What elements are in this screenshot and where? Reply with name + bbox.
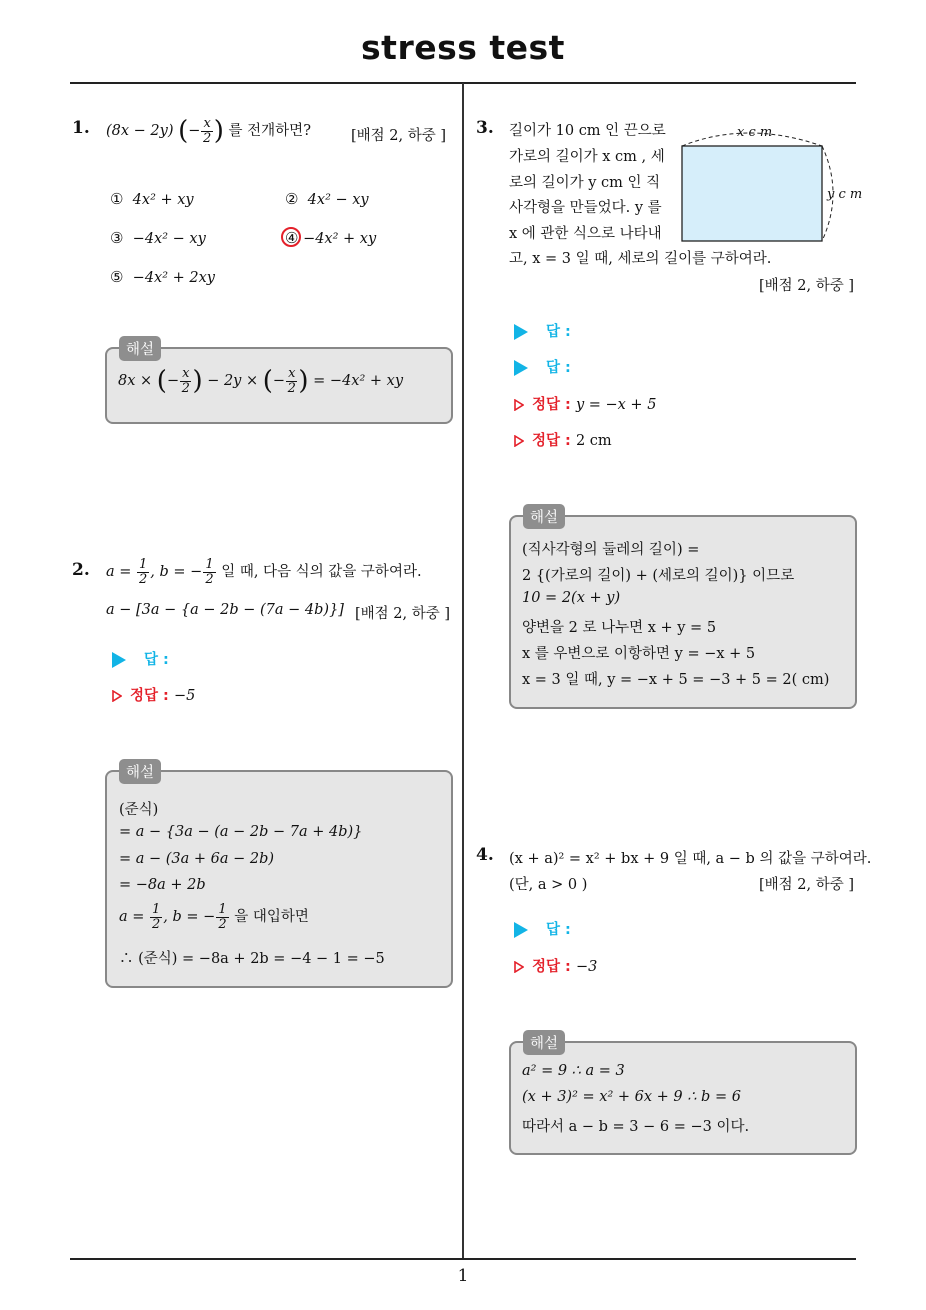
q2-solution-line: = −8a + 2b [119, 877, 206, 893]
q1-minus: − [188, 123, 201, 139]
correct-label: 정답 : [130, 688, 169, 704]
q1-choice-2[interactable] [285, 190, 369, 208]
q1-choice-1[interactable] [110, 190, 194, 208]
q3-rectangle-figure [672, 118, 862, 248]
correct-value: y = −x + 5 [575, 397, 657, 413]
frac-den: 2 [139, 571, 148, 587]
question-1-stem [106, 116, 311, 146]
q2-sub-frac-a [150, 903, 162, 931]
frac-num: 1 [139, 557, 148, 572]
frac-num: x [182, 365, 190, 381]
correct-arrow-icon [112, 690, 122, 702]
q2-solution-last-line: ∴ (준식) = −8a + 2b = −4 − 1 = −5 [119, 951, 385, 967]
choice-text: −4x² − xy [132, 231, 206, 247]
answer-arrow-icon [514, 360, 528, 376]
question-2-condition [106, 558, 422, 586]
correct-arrow-icon [514, 399, 524, 411]
q3-correct-row-1 [514, 393, 656, 414]
choice-mark: ④ [285, 229, 299, 247]
choice-mark: ① [110, 190, 124, 208]
q1-sol-paren: ) [192, 366, 203, 396]
footer-rule [70, 1258, 856, 1260]
q2-solution-line: = a − {3a − (a − 2b − 7a + 4b)} [119, 824, 363, 840]
frac-num: 1 [218, 902, 227, 917]
frac-num: x [288, 365, 296, 381]
frac-den: 2 [152, 916, 161, 932]
q3-solution-line: 2 {(가로의 길이) + (세로의 길이)} 이므로 [522, 568, 795, 584]
q2-sub-b: , b = − [163, 909, 216, 926]
q2-frac-b [203, 558, 215, 586]
q4-solution-line: 따라서 a − b = 3 − 6 = −3 이다. [522, 1119, 750, 1135]
q3-answer-row-2[interactable] [514, 356, 571, 377]
q2-frac-a [137, 558, 149, 586]
q3-solution-line: 10 = 2(x + y) [522, 590, 621, 606]
answer-arrow-icon [112, 652, 126, 668]
question-4-score: [배점 2, 하중 ] [759, 877, 855, 893]
answer-arrow-icon [514, 324, 528, 340]
q1-sol-part-c: = −4x² + xy [313, 373, 404, 389]
q1-sol-paren: ( [262, 366, 273, 396]
q3-solution-tag: 해설 [523, 504, 565, 529]
q4-answer-row[interactable] [514, 918, 571, 939]
q2-correct-row [112, 684, 195, 705]
q4-solution-line: a² = 9 ∴ a = 3 [522, 1063, 625, 1079]
choice-text: 4x² − xy [307, 192, 369, 208]
q3-answer-row-1[interactable] [514, 320, 571, 341]
question-3-score: [배점 2, 하중 ] [759, 278, 855, 294]
q1-paren-close: ) [213, 116, 224, 146]
frac-num: 1 [205, 557, 214, 572]
answer-arrow-icon [514, 922, 528, 938]
q4-correct-row [514, 955, 597, 976]
q1-lead-expr: (8x − 2y) [106, 123, 174, 139]
q3-text-line: 사각형을 만들었다. y 를 [509, 200, 662, 216]
q2-solution-line: (준식) [119, 802, 159, 818]
q3-solution-line: (직사각형의 둘레의 길이) = [522, 542, 700, 558]
correct-value: 2 cm [575, 433, 612, 449]
answer-label: 답 : [144, 652, 169, 668]
q3-solution-line: x = 3 일 때, y = −x + 5 = −3 + 5 = 2( cm) [522, 672, 830, 688]
correct-value: −5 [173, 688, 196, 704]
q1-choice-5[interactable] [110, 268, 215, 286]
question-4-number: 4. [476, 845, 494, 865]
correct-label: 정답 : [532, 397, 571, 413]
choice-mark: ⑤ [110, 268, 124, 286]
q1-sol-minus: − [166, 373, 180, 389]
answer-label: 답 : [546, 324, 571, 340]
q1-sol-minus: − [272, 373, 286, 389]
q2-sub-a: a = [119, 909, 145, 926]
q4-solution-tag: 해설 [523, 1030, 565, 1055]
question-2-expression: a − [3a − {a − 2b − (7a − 4b)}] [106, 602, 344, 618]
q2-solution-sub-line [119, 903, 309, 931]
q3-text-line: 로의 길이가 y cm 인 직 [509, 175, 661, 191]
q2-solution-tag: 해설 [119, 759, 161, 784]
frac-den: 2 [218, 916, 227, 932]
answer-label: 답 : [546, 360, 571, 376]
question-1-number: 1. [72, 118, 90, 138]
q1-sol-paren: ( [156, 366, 167, 396]
q1-sol-paren: ) [298, 366, 309, 396]
choice-text: −4x² + xy [303, 231, 377, 247]
q3-text-line: 고, x = 3 일 때, 세로의 길이를 구하여라. [509, 251, 772, 267]
choice-mark: ② [285, 190, 299, 208]
question-2-score: [배점 2, 하중 ] [355, 606, 451, 622]
q2-cond-a: a = [106, 564, 132, 581]
column-divider [462, 83, 464, 1259]
correct-value: −3 [575, 959, 598, 975]
q1-frac-num: x [203, 115, 211, 131]
q1-solution-tag: 해설 [119, 336, 161, 361]
q2-cond-tail: 일 때, 다음 식의 값을 구하여라. [221, 564, 422, 581]
q1-frac-den: 2 [202, 130, 212, 146]
correct-arrow-icon [514, 961, 524, 973]
q1-choice-3[interactable] [110, 229, 206, 247]
q1-sol-part-b: − 2y × [207, 373, 259, 389]
correct-arrow-icon [514, 435, 524, 447]
frac-den: 2 [181, 380, 190, 396]
page-number: 1 [457, 1266, 469, 1286]
q1-tail: 를 전개하면? [228, 123, 311, 139]
page-title: stress test [361, 28, 565, 67]
q3-solution-line: x 를 우변으로 이항하면 y = −x + 5 [522, 646, 756, 662]
question-2-number: 2. [72, 560, 90, 580]
frac-den: 2 [287, 380, 296, 396]
q1-solution-line [118, 366, 403, 396]
q3-text-line: 길이가 10 cm 인 끈으로 [509, 123, 666, 139]
frac-num: 1 [152, 902, 161, 917]
question-4-stem: (x + a)² = x² + bx + 9 일 때, a − b 의 값을 구하여라. [509, 851, 872, 867]
question-4-condition: (단, a > 0 ) [509, 877, 588, 893]
correct-label: 정답 : [532, 433, 571, 449]
q2-cond-b: , b = − [150, 564, 203, 581]
question-1-score: [배점 2, 하중 ] [351, 128, 447, 144]
q1-sol-frac-1 [180, 367, 191, 395]
q3-width-label: x c m [737, 125, 773, 140]
q2-sub-frac-b [216, 903, 228, 931]
correct-label: 정답 : [532, 959, 571, 975]
q1-sol-part-a: 8x × [118, 373, 153, 389]
q3-height-label: y c m [827, 187, 862, 202]
q3-solution-line: 양변을 2 로 나누면 x + y = 5 [522, 620, 717, 636]
q1-paren-open: ( [178, 116, 189, 146]
q3-rectangle [682, 146, 822, 241]
q4-solution-line: (x + 3)² = x² + 6x + 9 ∴ b = 6 [522, 1089, 741, 1105]
q3-text-line: 가로의 길이가 x cm , 세 [509, 149, 665, 165]
choice-mark: ③ [110, 229, 124, 247]
choice-text: −4x² + 2xy [132, 270, 215, 286]
choice-text: 4x² + xy [132, 192, 194, 208]
q2-sub-tail: 을 대입하면 [234, 909, 309, 926]
q2-answer-row[interactable] [112, 648, 169, 669]
frac-den: 2 [205, 571, 214, 587]
q2-solution-line: = a − (3a + 6a − 2b) [119, 851, 275, 867]
q3-text-line: x 에 관한 식으로 나타내 [509, 226, 662, 242]
question-3-number: 3. [476, 118, 494, 138]
answer-label: 답 : [546, 922, 571, 938]
q3-correct-row-2 [514, 429, 612, 450]
q1-sol-frac-2 [286, 367, 297, 395]
q1-choice-4[interactable] [285, 229, 376, 247]
q1-fraction [201, 117, 212, 145]
